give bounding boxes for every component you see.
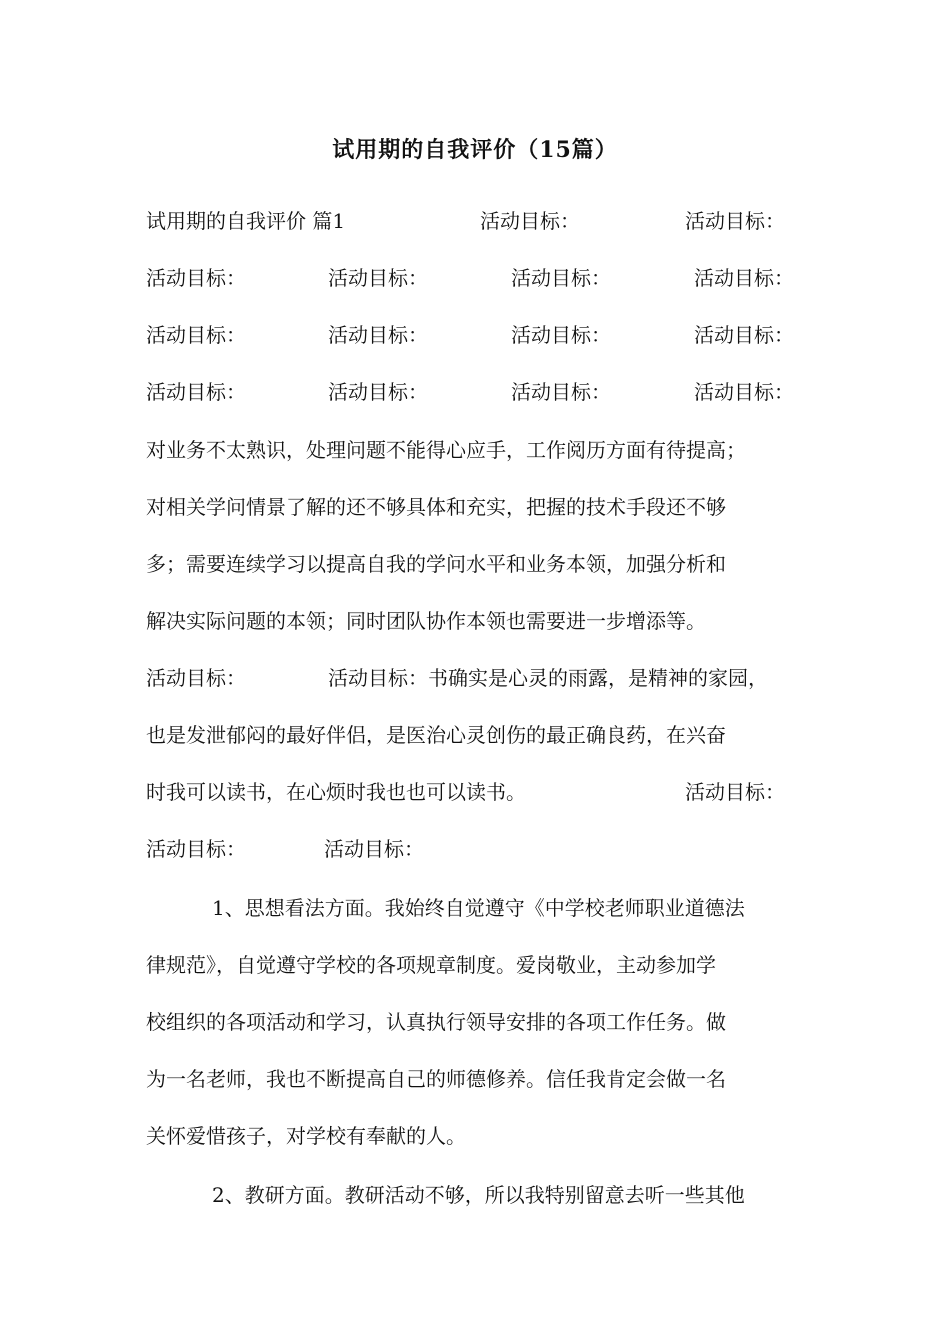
paragraph-text: 也是发泄郁闷的最好伴侣，是医治心灵创伤的最正确良药，在兴奋	[146, 723, 726, 747]
paragraph-line	[146, 950, 826, 980]
activity-label: 活动目标：	[694, 380, 794, 404]
activity-label: 活动目标：	[324, 837, 424, 861]
activity-label: 活动目标：	[511, 380, 611, 404]
paragraph-line	[146, 893, 826, 923]
paragraph-text: 活动目标：书确实是心灵的雨露，是精神的家园，	[328, 666, 768, 690]
activity-label: 活动目标：	[146, 837, 246, 861]
document-title: 试用期的自我评价（15篇）	[332, 137, 618, 163]
paragraph-text: 对业务不太熟识，处理问题不能得心应手，工作阅历方面有待提高；	[146, 438, 746, 462]
paragraph-text: 时我可以读书，在心烦时我也也可以读书。	[146, 780, 526, 804]
paragraph-line	[146, 720, 826, 750]
activity-label: 活动目标：	[511, 323, 611, 347]
text-line	[146, 834, 826, 864]
paragraph-line	[146, 1180, 826, 1210]
text-line	[146, 206, 826, 236]
activity-label: 活动目标：	[146, 666, 246, 690]
paragraph-text: 解决实际问题的本领；同时团队协作本领也需要进一步增添等。	[146, 609, 706, 633]
text-line	[146, 263, 826, 293]
paragraph-text: 为一名老师，我也不断提高自己的师德修养。信任我肯定会做一名	[146, 1067, 726, 1091]
activity-label: 活动目标：	[146, 323, 246, 347]
paragraph-line	[146, 1121, 826, 1151]
activity-label: 活动目标：	[685, 209, 785, 233]
paragraph-line	[146, 435, 826, 465]
paragraph-line	[146, 1064, 826, 1094]
paragraph-text: 关怀爱惜孩子，对学校有奉献的人。	[146, 1124, 466, 1148]
paragraph-line	[146, 1007, 826, 1037]
activity-label: 活动目标：	[328, 266, 428, 290]
activity-label: 活动目标：	[146, 266, 246, 290]
activity-label: 活动目标：	[328, 323, 428, 347]
text-line	[146, 663, 826, 693]
paragraph-line	[146, 549, 826, 579]
paragraph-text: 1、思想看法方面。我始终自觉遵守《中学校老师职业道德法	[212, 896, 745, 920]
activity-label: 活动目标：	[694, 266, 794, 290]
activity-label: 活动目标：	[694, 323, 794, 347]
paragraph-line	[146, 606, 826, 636]
section-heading: 试用期的自我评价 篇1	[146, 209, 346, 233]
activity-label: 活动目标：	[480, 209, 580, 233]
text-line	[146, 777, 826, 807]
text-line	[146, 377, 826, 407]
paragraph-text: 对相关学问情景了解的还不够具体和充实，把握的技术手段还不够	[146, 495, 726, 519]
paragraph-text: 多；需要连续学习以提高自我的学问水平和业务本领，加强分析和	[146, 552, 726, 576]
paragraph-text: 2、教研方面。教研活动不够，所以我特别留意去听一些其他	[212, 1183, 745, 1207]
text-line	[146, 320, 826, 350]
activity-label: 活动目标：	[146, 380, 246, 404]
paragraph-line	[146, 492, 826, 522]
paragraph-text: 校组织的各项活动和学习，认真执行领导安排的各项工作任务。做	[146, 1010, 726, 1034]
paragraph-text: 律规范》，自觉遵守学校的各项规章制度。爱岗敬业，主动参加学	[146, 953, 716, 977]
activity-label: 活动目标：	[328, 380, 428, 404]
activity-label: 活动目标：	[511, 266, 611, 290]
activity-label: 活动目标：	[685, 780, 785, 804]
